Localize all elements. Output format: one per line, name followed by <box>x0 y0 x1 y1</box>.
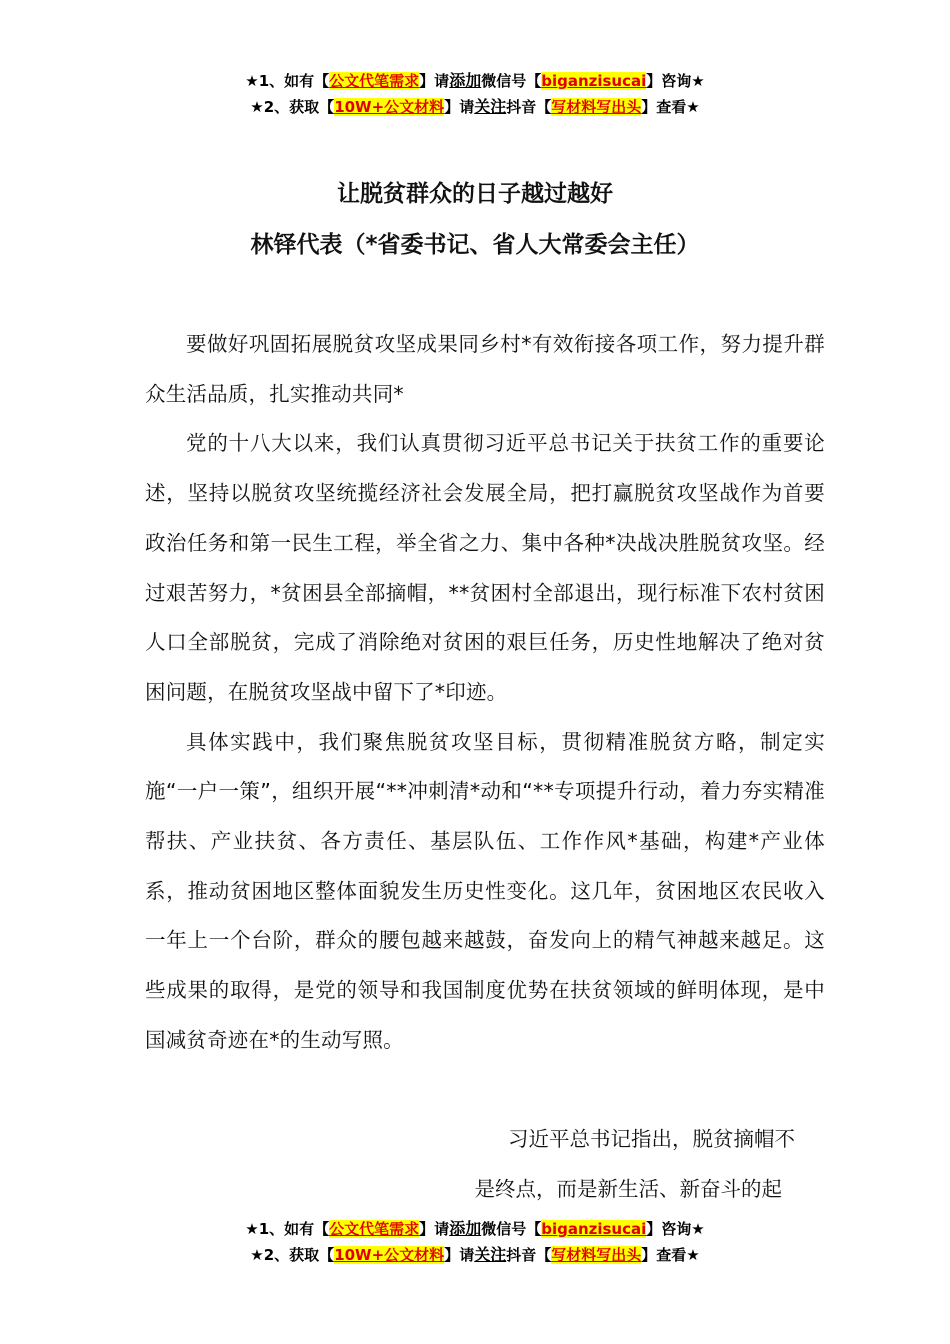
highlight-materials: 10W+公文材料 <box>334 1246 445 1264</box>
footer-line-2: ★2、获取【10W+公文材料】请关注抖音【写材料写出头】查看★ <box>250 1245 700 1264</box>
highlight-douyin: 写材料写出头 <box>551 98 642 116</box>
footer-line-1: ★1、如有【公文代笔需求】请添加微信号【biganzisucai】咨询★ <box>245 1219 705 1238</box>
highlight-douyin: 写材料写出头 <box>551 1246 642 1264</box>
highlight-wechat-id: biganzisucai <box>541 1220 647 1238</box>
banner-line-2: ★2、获取【10W+公文材料】请关注抖音【写材料写出头】查看★ <box>250 97 700 116</box>
footer-banner <box>0 1216 950 1268</box>
paragraph-1: 要做好巩固拓展脱贫攻坚成果同乡村*有效衔接各项工作，努力提升群众生活品质，扎实推动共同* <box>145 332 825 406</box>
trailing-line-1: 习近平总书记指出，脱贫摘帽不 <box>508 1127 795 1151</box>
paragraph-2: 党的十八大以来，我们认真贯彻习近平总书记关于扶贫工作的重要论述，坚持以脱贫攻坚统揽经济社会发展全局，把打赢脱贫攻坚战作为首要政治任务和第一民生工程，举全省之力、集中各种*决战决胜脱贫攻坚。经过艰苦努力，*贫困县全部摘帽，**贫困村全部退出，现行标准下农村贫困人口全部脱贫，完成了消除绝对贫困的艰巨任务，历史性地解决了绝对贫困问题，在脱贫攻坚战中留下了*印迹。 <box>145 431 825 704</box>
highlight-service: 公文代笔需求 <box>329 1220 420 1238</box>
highlight-materials: 10W+公文材料 <box>334 98 445 116</box>
trailing-line-2: 是终点，而是新生活、新奋斗的起 <box>474 1177 782 1201</box>
document-title: 让脱贫群众的日子越过越好 <box>337 181 613 207</box>
banner-line-1: ★1、如有【公文代笔需求】请添加微信号【biganzisucai】咨询★ <box>245 71 705 90</box>
header-banner <box>0 68 950 120</box>
highlight-service: 公文代笔需求 <box>329 72 420 90</box>
document-author: 林铎代表（*省委书记、省人大常委会主任） <box>250 232 700 258</box>
highlight-wechat-id: biganzisucai <box>541 72 647 90</box>
paragraph-3: 具体实践中，我们聚焦脱贫攻坚目标，贯彻精准脱贫方略，制定实施“一户一策”，组织开展“**冲刺清*动和“**专项提升行动，着力夯实精准帮扶、产业扶贫、各方责任、基层队伍、工作作风*基础，构建*产业体系，推动贫困地区整体面貌发生历史性变化。这几年，贫困地区农民收入一年上一个台阶，群众的腰包越来越鼓，奋发向上的精气神越来越足。这些成果的取得，是党的领导和我国制度优势在扶贫领域的鲜明体现，是中国减贫奇迹在*的生动写照。 <box>145 729 825 1052</box>
document-body <box>145 320 825 1066</box>
